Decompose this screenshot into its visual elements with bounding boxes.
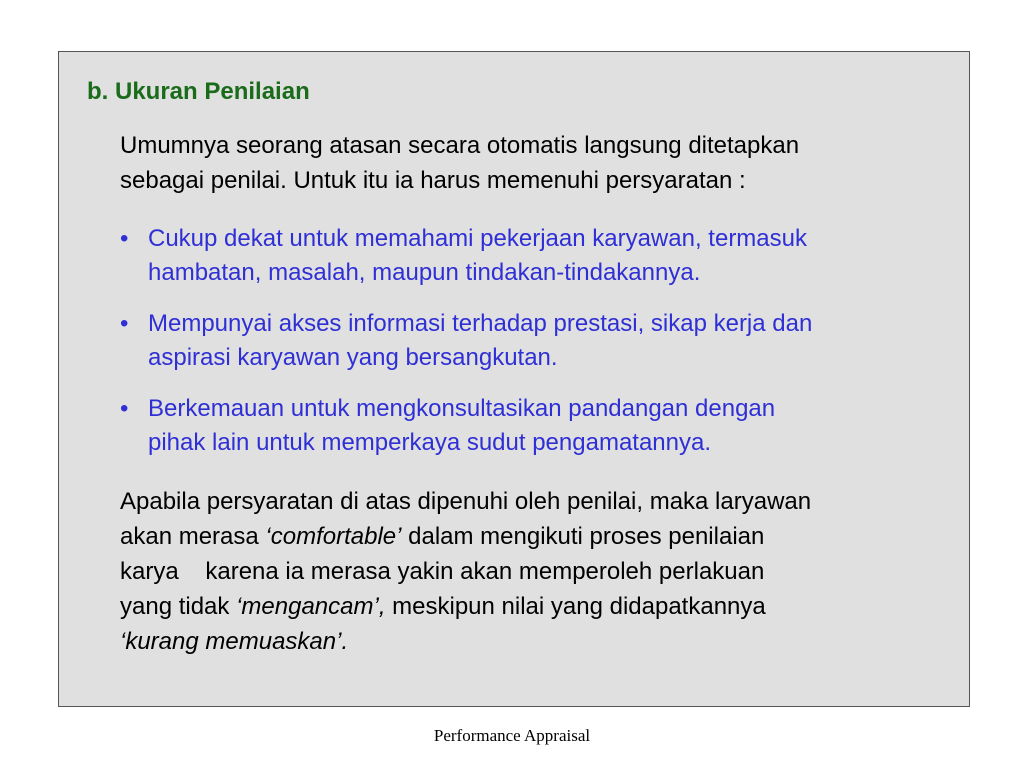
closing-paragraph [120,484,960,659]
intro-line: sebagai penilai. Untuk itu ia harus memenuhi persyaratan : [120,167,746,194]
closing-text: yang tidak [120,593,237,620]
list-item-line: Berkemauan untuk mengkonsultasikan pandangan dengan [148,395,776,422]
bullet-icon: • [120,225,129,252]
list-item-line: aspirasi karyawan yang bersangkutan. [148,344,558,371]
section-heading: b. Ukuran Penilaian [87,78,310,105]
list-item-line: Cukup dekat untuk memahami pekerjaan karyawan, termasuk [148,225,807,252]
bullet-icon: • [120,310,129,337]
list-item-line: Mempunyai akses informasi terhadap prestasi, sikap kerja dan [148,310,813,337]
intro-paragraph [120,128,960,198]
closing-line: karya karena ia merasa yakin akan memperoleh perlakuan [120,558,765,585]
closing-line [120,589,960,624]
list-item-line: hambatan, masalah, maupun tindakan-tindakannya. [148,259,701,286]
closing-line: Apabila persyaratan di atas dipenuhi oleh penilai, maka laryawan [120,488,812,515]
closing-text: meskipun nilai yang didapatkannya [385,593,766,620]
list-item [120,307,960,375]
closing-emphasis: ‘mengancam’, [236,593,386,620]
closing-emphasis: ‘comfortable’ [265,523,402,550]
bullet-icon: • [120,395,129,422]
requirements-list [120,222,960,477]
closing-text: akan merasa [120,523,266,550]
list-item [120,222,960,290]
list-item-line: pihak lain untuk memperkaya sudut pengamatannya. [148,429,712,456]
intro-line: Umumnya seorang atasan secara otomatis langsung ditetapkan [120,132,800,159]
closing-emphasis: ‘kurang memuaskan’. [120,628,349,655]
closing-line [120,624,960,659]
closing-text: dalam mengikuti proses penilaian [401,523,765,550]
slide-footer: Performance Appraisal [433,726,591,745]
list-item [120,392,960,460]
closing-line [120,519,960,554]
